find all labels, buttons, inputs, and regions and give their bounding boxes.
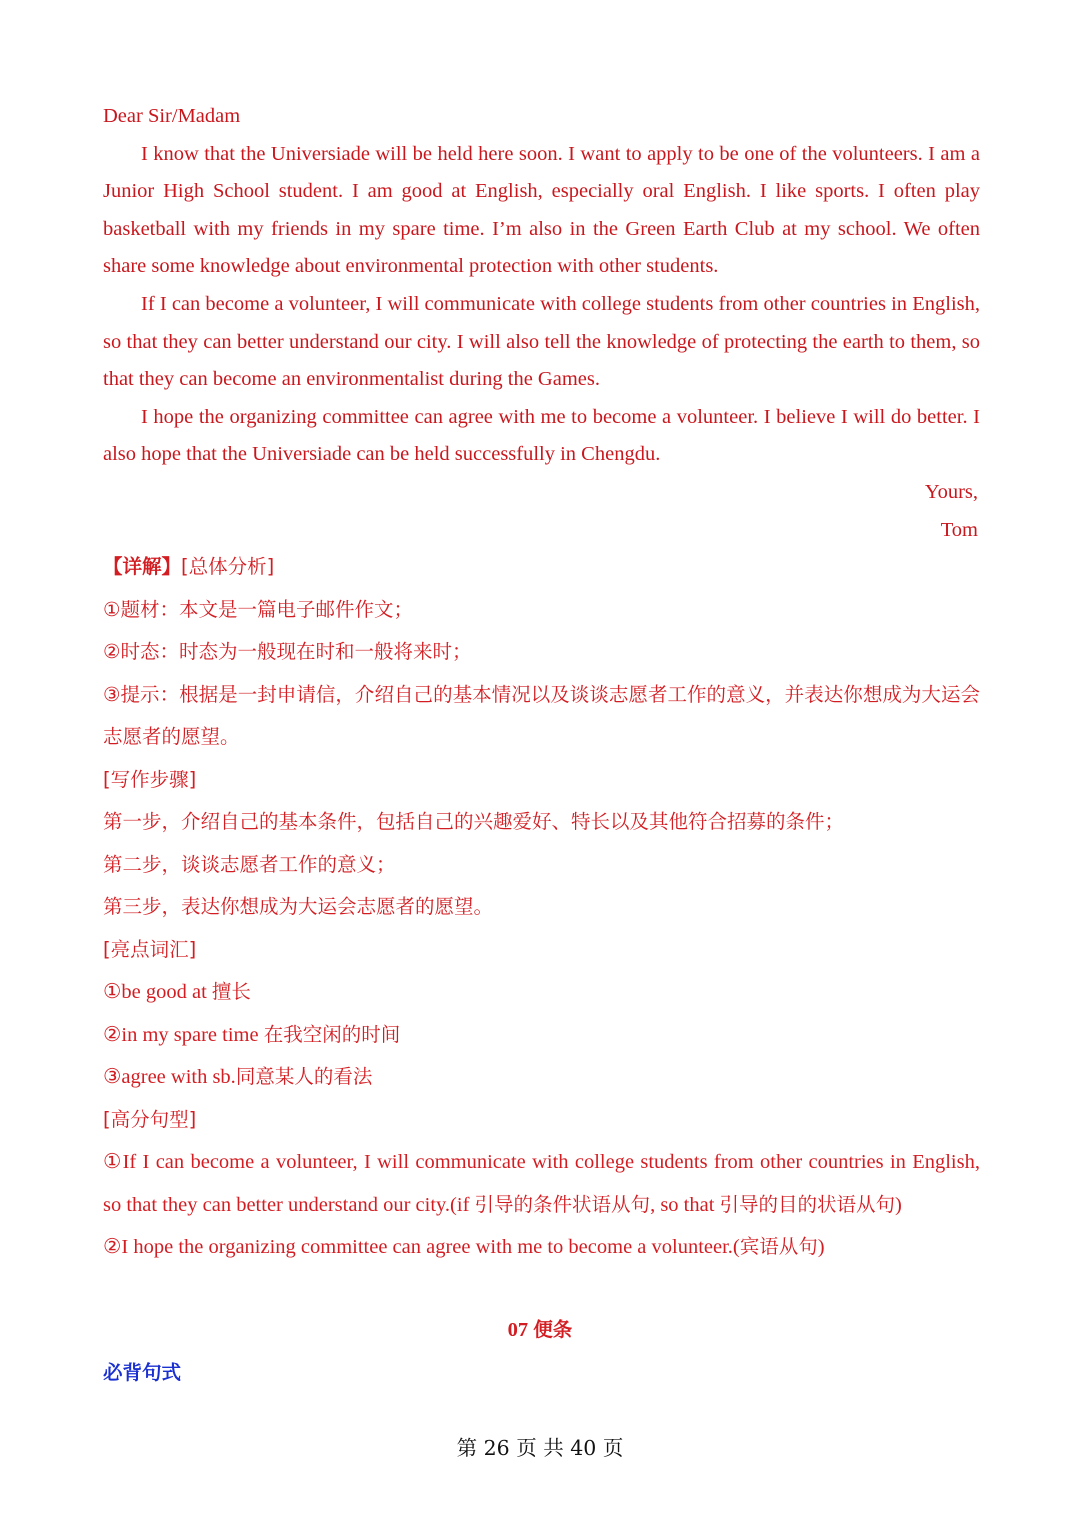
vocab-heading: [亮点词汇] xyxy=(103,937,197,961)
sentence-note: 引导的条件状语从句 xyxy=(474,1192,651,1216)
letter-paragraph-2: If I can become a volunteer, I will communicate with college students from other countries in English, so that they can better understand our city. I will also tell the knowledge of protecting the earth to them, so that they can become an environmentalist during the Games. xyxy=(103,292,980,391)
analysis-section xyxy=(103,546,980,1269)
letter-closing: Yours, xyxy=(924,480,978,503)
sentence-english: , so that xyxy=(650,1193,720,1216)
analysis-heading xyxy=(103,546,980,589)
sentences-heading: [高分句型] xyxy=(103,1107,197,1131)
vocab-item-2 xyxy=(103,1014,980,1057)
section-title xyxy=(0,1310,1080,1350)
page-footer: 第 26 页 共 40 页 xyxy=(456,1436,624,1460)
section-number: 07 xyxy=(507,1319,529,1341)
step-2: 第二步，谈谈志愿者工作的意义； xyxy=(103,852,396,876)
vocab-number: ② xyxy=(103,1023,122,1046)
letter-body xyxy=(103,98,980,549)
steps-heading: [写作步骤] xyxy=(103,767,197,791)
letter-paragraph-1: I know that the Universiade will be held here soon. I want to apply to be one of the volunteers. I am a Junior High School student. I am good at English, especially oral English. I like sports. I often play basketball with my friends in my spare time. I’m also in the Green Earth Club at my school. We often share some knowledge about environmental protection with other students. xyxy=(103,142,980,278)
sentence-item-1 xyxy=(103,1141,980,1226)
sentence-english: If I can become a volunteer, I will communicate with college students from other countries in English, so that they can better understand our city.(if xyxy=(103,1151,980,1216)
sentence-end: ) xyxy=(895,1193,902,1216)
overview-item-2: ②时态：时态为一般现在时和一般将来时； xyxy=(103,640,472,663)
step-3: 第三步，表达你想成为大运会志愿者的愿望。 xyxy=(103,895,494,918)
vocab-chinese: 同意某人的看法 xyxy=(235,1065,373,1088)
sentence-note: 引导的目的状语从句 xyxy=(719,1192,896,1216)
overall-analysis-label: [总体分析] xyxy=(181,555,275,578)
sentence-item-2 xyxy=(103,1226,980,1269)
vocab-number: ③ xyxy=(103,1066,122,1088)
sentence-number: ① xyxy=(103,1151,123,1173)
letter-signature: Tom xyxy=(940,518,978,541)
vocab-english: in my spare time xyxy=(121,1023,264,1046)
vocab-number: ① xyxy=(103,981,122,1003)
sentence-number: ② xyxy=(103,1236,122,1258)
vocab-chinese: 在我空闲的时间 xyxy=(263,1022,401,1046)
sentence-end: ) xyxy=(817,1236,825,1258)
analysis-label: 【详解】 xyxy=(103,555,182,578)
sentence-note: 宾语从句 xyxy=(739,1235,818,1258)
section-name: 便条 xyxy=(533,1318,573,1341)
overview-item-3: ③提示：根据是一封申请信，介绍自己的基本情况以及谈谈志愿者工作的意义，并表达你想成为大运会志愿者的愿望。 xyxy=(103,682,980,748)
overview-item-1: ①题材：本文是一篇电子邮件作文； xyxy=(103,597,413,621)
vocab-english: be good at xyxy=(121,981,212,1003)
vocab-item-1 xyxy=(103,971,980,1014)
sentence-english: I hope the organizing committee can agree with me to become a volunteer.( xyxy=(121,1236,740,1258)
vocab-item-3 xyxy=(103,1056,980,1099)
vocab-chinese: 擅长 xyxy=(211,980,251,1003)
step-1: 第一步，介绍自己的基本条件，包括自己的兴趣爱好、特长以及其他符合招募的条件； xyxy=(103,810,845,833)
letter-paragraph-3: I hope the organizing committee can agree with me to become a volunteer. I believe I will do better. I also hope that the Universiade can be held successfully in Chengdu. xyxy=(103,405,980,466)
letter-salutation: Dear Sir/Madam xyxy=(103,105,241,127)
vocab-english: agree with sb. xyxy=(121,1066,236,1088)
subheading: 必背句式 xyxy=(103,1361,182,1384)
